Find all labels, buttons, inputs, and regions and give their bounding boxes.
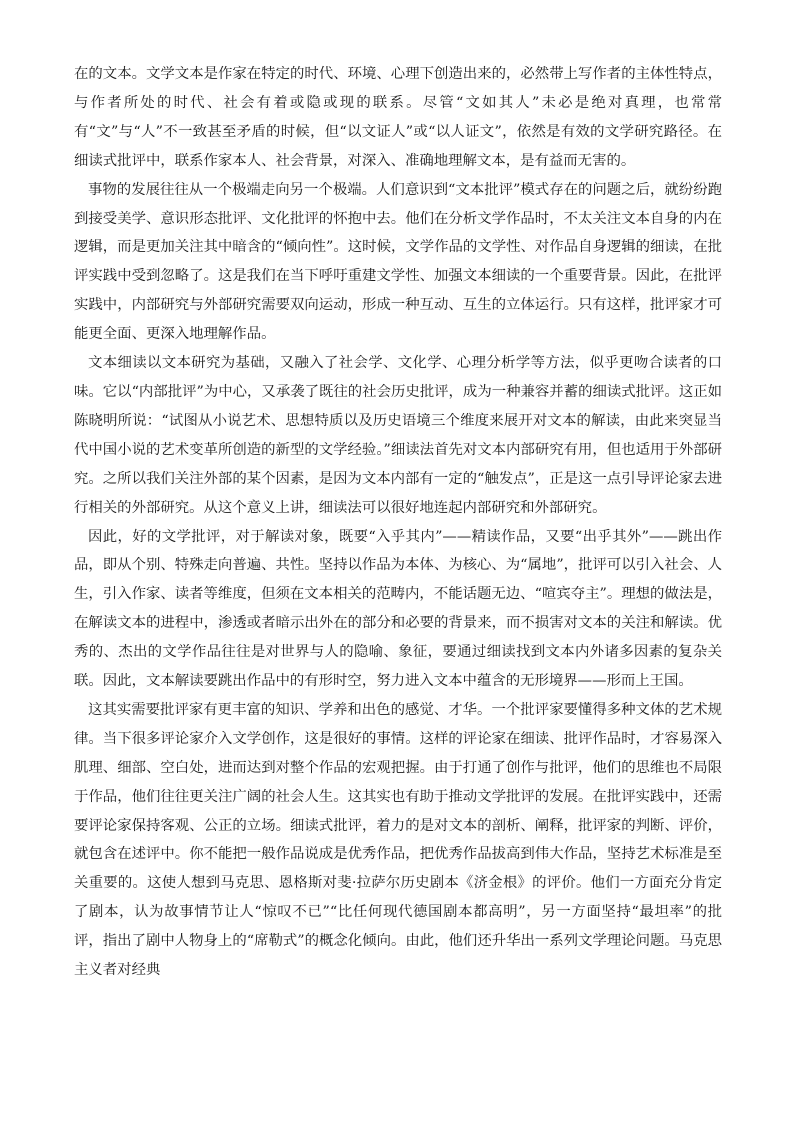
paragraph-5: 这其实需要批评家有更丰富的知识、学养和出色的感觉、才华。一个批评家要懂得多种文体的艺术规律。当下很多评论家介入文学创作，这是很好的事情。这样的评论家在细读、批评作品时，才容易深入肌理、细部、空白处，进而达到对整个作品的宏观把握。由于打通了创作与批评，他们的思维也不局限于作品，他们往往更关注广阔的社会人生。这其实也有助于推动文学批评的发展。在批评实践中，还需要评论家保持客观、公正的立场。细读式批评，着力的是对文本的剖析、阐释，批评家的判断、评价，就包含在述评中。你不能把一般作品说成是优秀作品，把优秀作品拔高到伟大作品，坚持艺术标准是至关重要的。这使人想到马克思、恩格斯对斐·拉萨尔历史剧本《济金根》的评价。他们一方面充分肯定了剧本，认为故事情节让人“惊叹不已”“比任何现代德国剧本都高明”，另一方面坚持“最坦率”的批评，指出了剧中人物身上的“席勒式”的概念化倾向。由此，他们还升华出一系列文学理论问题。马克思主义者对经典 bbox=[74, 701, 722, 979]
paragraph-3: 文本细读以文本研究为基础，又融入了社会学、文化学、心理分析学等方法，似乎更吻合读者的口味。它以“内部批评”为中心，又承袭了既往的社会历史批评，成为一种兼容并蓄的细读式批评。这正如陈晓明所说：“试图从小说艺术、思想特质以及历史语境三个维度来展开对文本的解读，由此来突显当代中国小说的艺术变革所创造的新型的文学经验。”细读法首先对文本内部研究有用，但也适用于外部研究。之所以我们关注外部的某个因素，是因为文本内部有一定的“触发点”，正是这一点引导评论家去进行相关的外部研究。从这个意义上讲，细读法可以很好地连起内部研究和外部研究。 bbox=[74, 355, 722, 516]
paragraph-1: 在的文本。文学文本是作家在特定的时代、环境、心理下创造出来的，必然带上写作者的主体性特点，与作者所处的时代、社会有着或隐或现的联系。尽管“文如其人”未必是绝对真理，也常常有“文”与“人”不一致甚至矛盾的时候，但“以文证人”或“以人证文”，依然是有效的文学研究路径。在细读式批评中，联系作家本人、社会背景，对深入、准确地理解文本，是有益而无害的。 bbox=[74, 66, 722, 169]
document-body bbox=[74, 60, 722, 985]
paragraph-2: 事物的发展往往从一个极端走向另一个极端。人们意识到“文本批评”模式存在的问题之后，就纷纷跑到接受美学、意识形态批评、文化批评的怀抱中去。他们在分析文学作品时，不太关注文本自身的内在逻辑，而是更加关注其中暗含的“倾向性”。这时候，文学作品的文学性、对作品自身逻辑的细读，在批评实践中受到忽略了。这是我们在当下呼吁重建文学性、加强文本细读的一个重要背景。因此，在批评实践中，内部研究与外部研究需要双向运动，形成一种互动、互生的立体运行。只有这样，批评家才可能更全面、更深入地理解作品。 bbox=[74, 181, 722, 343]
paragraph-4: 因此，好的文学批评，对于解读对象，既要“入乎其内”——精读作品，又要“出乎其外”——跳出作品，即从个别、特殊走向普遍、共性。坚持以作品为本体、为核心、为“属地”，批评可以引入社会、人生，引入作家、读者等维度，但须在文本相关的范畴内，不能话题无边、“喧宾夺主”。理想的做法是，在解读文本的进程中，渗透或者暗示出外在的部分和必要的背景来，而不损害对文本的关注和解读。优秀的、杰出的文学作品往往是对世界与人的隐喻、象征，要通过细读找到文本内外诸多因素的复杂关联。因此，文本解读要跳出作品中的有形时空，努力进入文本中蕴含的无形境界——形而上王国。 bbox=[74, 528, 722, 690]
